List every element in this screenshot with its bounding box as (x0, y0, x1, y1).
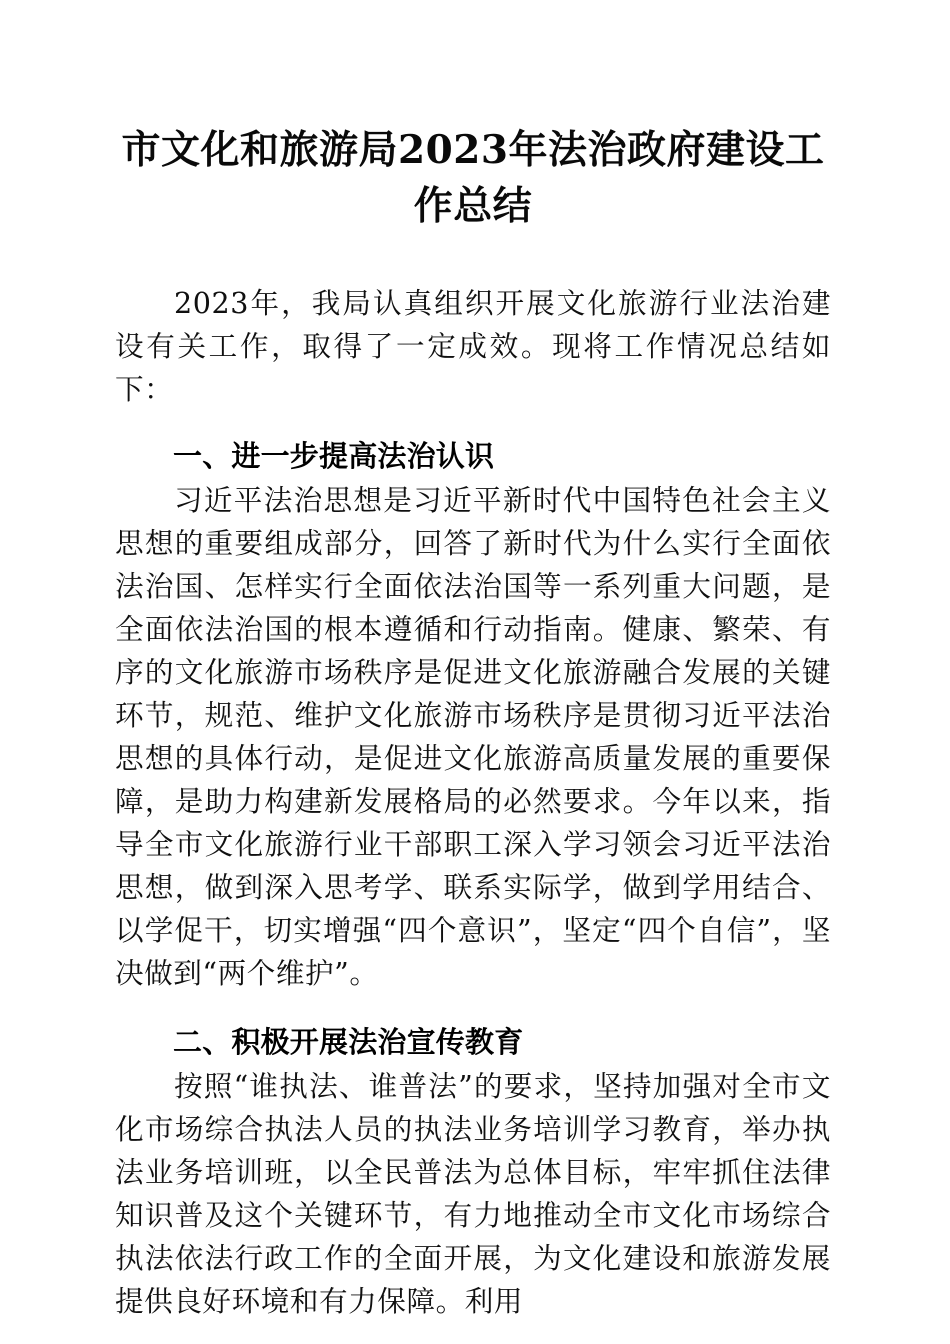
document-title: 市文化和旅游局2023年法治政府建设工作总结 (121, 127, 825, 229)
document-content (115, 0, 831, 1323)
section-heading-1: 一、进一步提高法治认识 (173, 441, 495, 473)
section-body-2: 按照“谁执法、谁普法”的要求，坚持加强对全市文化市场综合执法人员的执法业务培训学习教育，举办执法业务培训班，以全民普法为总体目标，牢牢抓住法律知识普及这个关键环节，有力地推动全市文化市场综合执法依法行政工作的全面开展，为文化建设和旅游发展提供良好环境和有力保障。利用 (115, 1069, 831, 1318)
section-heading-2: 二、积极开展法治宣传教育 (173, 1027, 524, 1059)
section-body-1: 习近平法治思想是习近平新时代中国特色社会主义思想的重要组成部分，回答了新时代为什么实行全面依法治国、怎样实行全面依法治国等一系列重大问题，是全面依法治国的根本遵循和行动指南。健康、繁荣、有序的文化旅游市场秩序是促进文化旅游融合发展的关键环节，规范、维护文化旅游市场秩序是贯彻习近平法治思想的具体行动，是促进文化旅游高质量发展的重要保障，是助力构建新发展格局的必然要求。今年以来，指导全市文化旅游行业干部职工深入学习领会习近平法治思想，做到深入思考学、联系实际学，做到学用结合、以学促干，切实增强“四个意识”，坚定“四个自信”，坚决做到“两个维护”。 (115, 483, 831, 990)
intro-paragraph: 2023年，我局认真组织开展文化旅游行业法治建设有关工作，取得了一定成效。现将工作情况总结如下： (115, 286, 831, 406)
